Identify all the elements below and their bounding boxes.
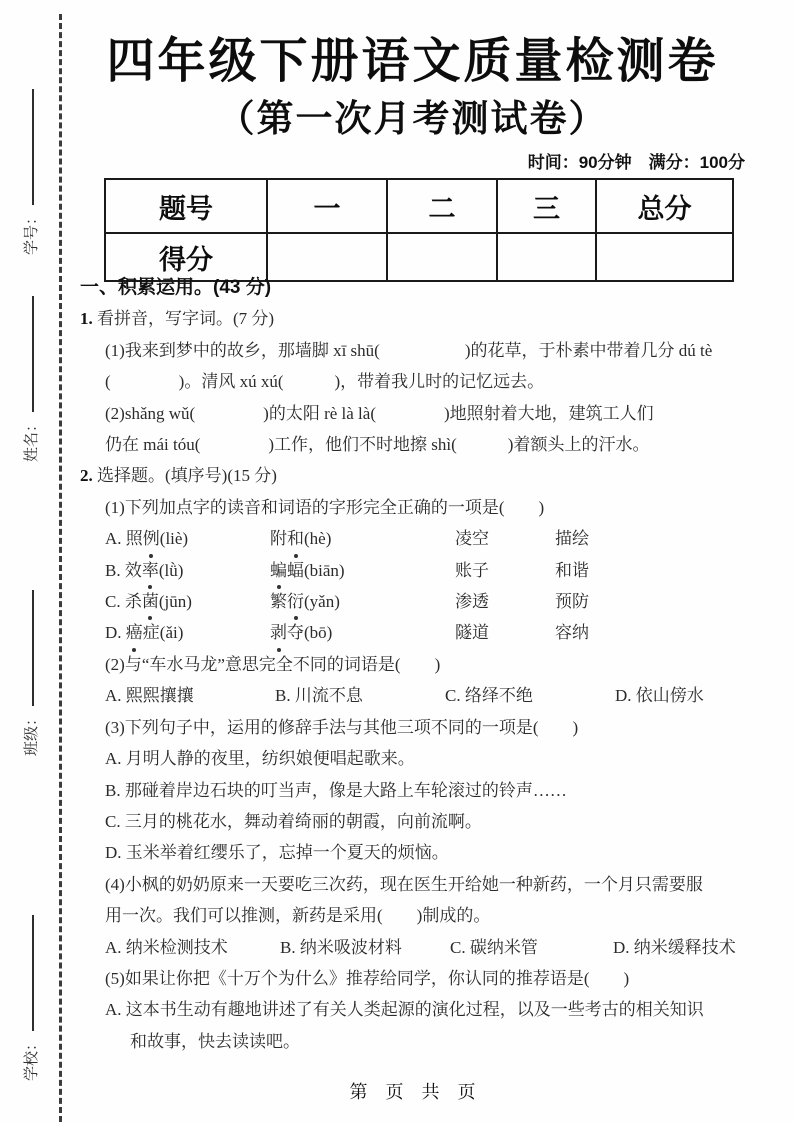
option-d: D. 纳米缓释技术 xyxy=(613,937,736,957)
paper-title: 四年级下册语文质量检测卷 xyxy=(106,35,719,88)
q2-1-option-row-a: A. 照例(liè) 附和(hè) 凌空 描绘 xyxy=(80,523,760,554)
score-table-header-cell: 二 xyxy=(387,179,497,233)
dotted-char: 率 xyxy=(142,555,159,586)
student-id-label: 学号： xyxy=(23,209,40,255)
q2-1-stem: (1)下列加点字的读音和词语的字形完全正确的一项是( ) xyxy=(105,497,545,517)
option-b: B. 川流不息 xyxy=(275,686,363,706)
class-label: 班级： xyxy=(23,710,40,756)
paper-subtitle: （第一次月考测试卷） xyxy=(217,98,608,139)
q1-line2: ( )。清风 xú xú( )，带着我儿时的记忆远去。 xyxy=(105,372,545,392)
dotted-char: 菌 xyxy=(142,586,159,617)
q1-line1: (1)我来到梦中的故乡，那墙脚 xī shū( )的花草，于朴素中带着几分 dú tè xyxy=(105,340,713,360)
q2-3-stem: (3)下列句子中，运用的修辞手法与其他三项不同的一项是( ) xyxy=(105,717,579,737)
option-b: B. 纳米吸波材料 xyxy=(280,937,402,957)
school-field xyxy=(17,901,43,1081)
score-table-header-cell: 总分 xyxy=(596,179,733,233)
dotted-char: 蝙 xyxy=(270,555,287,586)
q2-3-option-b: B. 那碰着岸边石块的叮当声，像是大路上车轮滚过的铃声…… xyxy=(105,780,567,800)
page-footer: 第 页 共 页 xyxy=(349,1082,476,1102)
q2-4-stem-line1: (4)小枫的奶奶原来一天要吃三次药，现在医生开给她一种新药，一个月只需要服 xyxy=(105,874,703,894)
school-label: 学校： xyxy=(23,1035,40,1081)
score-row-label: 得分 xyxy=(105,233,267,281)
score-table-header-cell: 三 xyxy=(497,179,596,233)
option-c: C. 碳纳米管 xyxy=(450,937,538,957)
student-id-blank xyxy=(32,89,34,205)
q2-5-stem: (5)如果让你把《十万个为什么》推荐给同学，你认同的推荐语是( ) xyxy=(105,968,630,988)
q1-line4: 仍在 mái tóu( )工作，他们不时地擦 shì( )着额头上的汗水。 xyxy=(105,435,650,455)
q2-2-options xyxy=(80,680,760,711)
score-table-header-cell: 一 xyxy=(267,179,387,233)
dotted-char: 衍 xyxy=(287,586,304,617)
student-name-label: 姓名： xyxy=(23,416,40,462)
score-table-header-cell: 题号 xyxy=(105,179,267,233)
question1-title xyxy=(80,303,760,334)
question2-title-text: 选择题。(填序号)(15 分) xyxy=(97,466,277,486)
q2-1-option-row-b: B. 效率(lǜ) 蝙蝠(biān) 账子 和谐 xyxy=(80,555,760,586)
q2-1-option-row-d: D. 癌症(ǎi) 剥夺(bō) 隧道 容纳 xyxy=(80,617,760,648)
class-blank xyxy=(32,590,34,706)
dotted-char: 剥 xyxy=(270,617,287,648)
q2-3-option-d: D. 玉米举着红缨乐了，忘掉一个夏天的烦恼。 xyxy=(105,843,449,863)
option-d: D. 依山傍水 xyxy=(615,686,704,706)
question2-title xyxy=(80,460,760,491)
q2-1-option-row-c: C. 杀菌(jūn) 繁衍(yǎn) 渗透 预防 xyxy=(80,586,760,617)
option-a: A. 纳米检测技术 xyxy=(105,937,228,957)
q2-5-option-a-line2: 和故事，快去读读吧。 xyxy=(130,1031,300,1051)
student-id-field xyxy=(17,75,43,255)
student-name-blank xyxy=(32,296,34,412)
dotted-char: 癌 xyxy=(126,617,143,648)
question-content xyxy=(80,272,760,1057)
question1-title-text: 看拼音，写字词。(7 分) xyxy=(97,309,275,329)
dotted-char: 和 xyxy=(287,523,304,554)
time-score-info: 时间：90分钟 满分：100分 xyxy=(527,153,745,172)
option-c: C. 络绎不绝 xyxy=(445,686,533,706)
option-a: A. 熙熙攘攘 xyxy=(105,686,194,706)
q1-line3: (2)shǎng wǔ( )的太阳 rè là là( )地照射着大地，建筑工人们 xyxy=(105,403,654,423)
question2-number: 2. xyxy=(80,466,93,486)
q2-3-option-c: C. 三月的桃花水，舞动着绮丽的朝霞，向前流啊。 xyxy=(105,811,482,831)
q2-4-options xyxy=(80,932,760,963)
dotted-char: 例 xyxy=(143,523,160,554)
question1-number: 1. xyxy=(80,309,93,329)
q2-3-option-a: A. 月明人静的夜里，纺织娘便唱起歌来。 xyxy=(105,749,415,769)
section1-heading: 一、积累运用。(43 分) xyxy=(80,277,272,298)
q2-5-option-a-line1: A. 这本书生动有趣地讲述了有关人类起源的演化过程，以及一些考古的相关知识 xyxy=(105,1000,704,1020)
score-table xyxy=(104,178,734,282)
q2-4-stem-line2: 用一次。我们可以推测，新药是采用( )制成的。 xyxy=(105,906,491,926)
student-name-field xyxy=(17,282,43,462)
sidebar-dashed-divider xyxy=(59,14,62,1122)
class-field xyxy=(17,576,43,756)
q2-2-stem: (2)与“车水马龙”意思完全不同的词语是( ) xyxy=(105,654,441,674)
school-blank xyxy=(32,915,34,1031)
